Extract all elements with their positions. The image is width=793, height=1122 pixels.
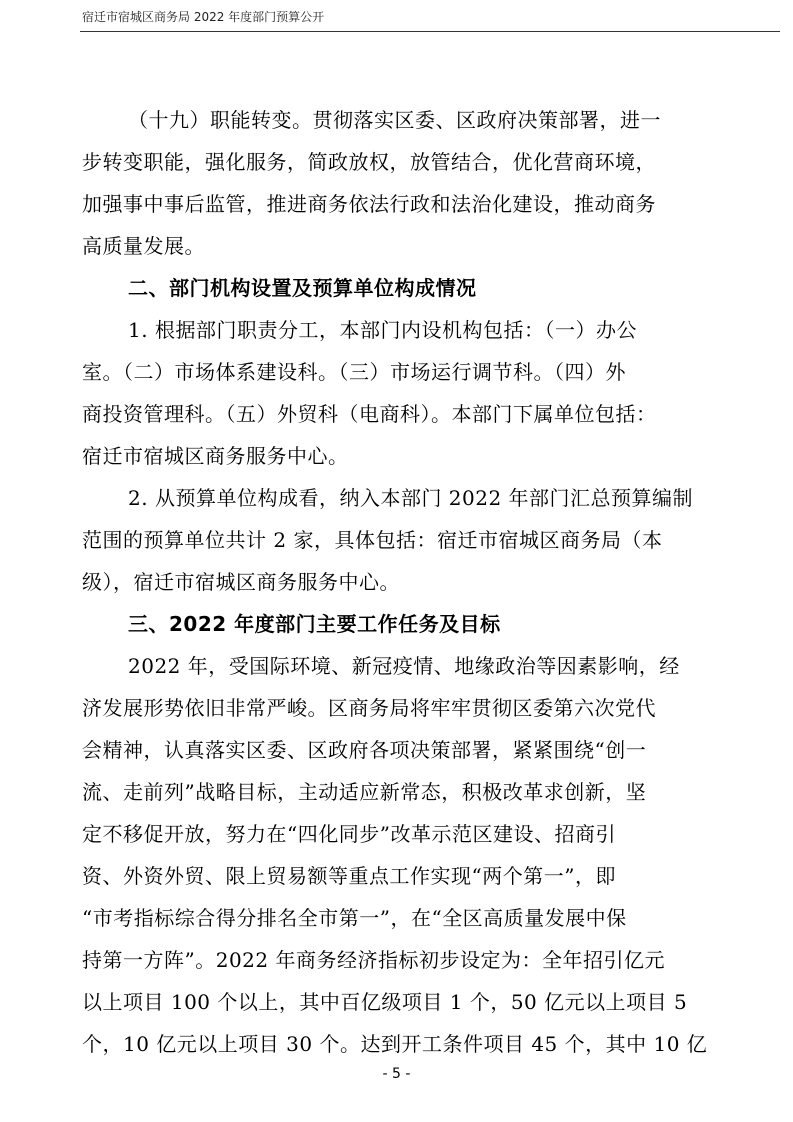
body-line: 1. 根据部门职责分工，本部门内设机构包括：（一）办公 xyxy=(128,318,637,342)
body-line: 加强事中事后监管，推进商务依法行政和法治化建设，推动商务 xyxy=(82,192,656,216)
page-number: - 5 - xyxy=(382,1066,411,1082)
body-line: “市考指标综合得分排名全市第一”，在“全区高质量发展中保 xyxy=(82,906,627,930)
section-heading-3: 三、2022 年度部门主要工作任务及目标 xyxy=(128,612,501,636)
body-line: 2022 年，受国际环境、新冠疫情、地缘政治等因素影响，经 xyxy=(128,654,680,678)
header-divider xyxy=(80,31,780,32)
body-line: 持第一方阵”。2022 年商务经济指标初步设定为：全年招引亿元 xyxy=(82,948,665,972)
body-line: 步转变职能，强化服务，简政放权，放管结合，优化营商环境， xyxy=(82,150,656,174)
body-line: 室。（二）市场体系建设科。（三）市场运行调节科。（四）外 xyxy=(82,360,626,384)
body-line: 定不移促开放，努力在“四化同步”改革示范区建设、招商引 xyxy=(82,822,616,846)
body-line: 济发展形势依旧非常严峻。区商务局将牢牢贯彻区委第六次党代 xyxy=(82,696,656,720)
body-line: 2. 从预算单位构成看，纳入本部门 2022 年部门汇总预算编制 xyxy=(128,486,694,510)
section-heading-2: 二、部门机构设置及预算单位构成情况 xyxy=(128,276,477,300)
body-line: 范围的预算单位共计 2 家，具体包括：宿迁市宿城区商务局（本 xyxy=(82,528,663,552)
body-line: 宿迁市宿城区商务服务中心。 xyxy=(82,444,349,468)
page-header-title: 宿迁市宿城区商务局 2022 年度部门预算公开 xyxy=(82,10,325,24)
body-line: 个，10 亿元以上项目 30 个。达到开工条件项目 45 个，其中 10 亿 xyxy=(82,1032,708,1056)
body-line: 会精神，认真落实区委、区政府各项决策部署，紧紧围绕“创一 xyxy=(82,738,647,762)
body-line: 商投资管理科。（五）外贸科（电商科）。本部门下属单位包括： xyxy=(82,402,657,426)
body-line: 级），宿迁市宿城区商务服务中心。 xyxy=(82,570,400,594)
body-line: 流、走前列”战略目标，主动适应新常态，积极改革求创新，坚 xyxy=(82,780,647,804)
body-line: 以上项目 100 个以上，其中百亿级项目 1 个，50 亿元以上项目 5 xyxy=(82,990,688,1014)
body-line: 资、外资外贸、限上贸易额等重点工作实现“两个第一”，即 xyxy=(82,864,616,888)
body-line: （十九）职能转变。贯彻落实区委、区政府决策部署，进一 xyxy=(128,108,661,132)
body-line: 高质量发展。 xyxy=(82,234,205,258)
